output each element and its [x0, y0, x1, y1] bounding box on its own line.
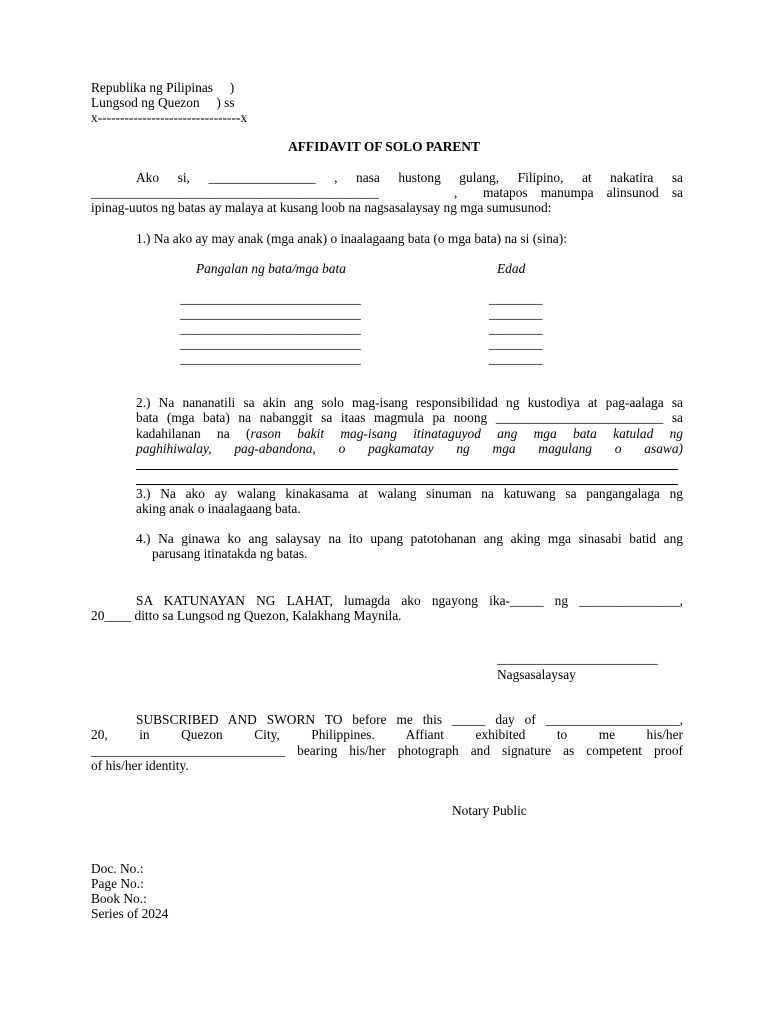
item-2-line-2: bata (mga bata) na nabanggit sa itaas magmula pa noong _________________________ sa [136, 410, 683, 425]
child-age-blank: ________ [489, 306, 543, 321]
jurat-line-3: _____________________________ bearing his/her photograph and signature as competent proof [91, 743, 683, 758]
child-name-blank: ___________________________ [180, 351, 361, 366]
intro-address-blank: ___________________________________________ [91, 185, 379, 200]
intro-line-2-text: matapos manumpa alinsunod sa [483, 185, 683, 200]
jurat-line-4: of his/her identity. [91, 758, 189, 773]
child-age-blank: ________ [489, 351, 543, 366]
child-name-blank: ___________________________ [180, 291, 361, 306]
notary-public-label: Notary Public [452, 803, 527, 818]
affiant-signature-blank: ________________________ [497, 651, 658, 666]
intro-comma: , [454, 185, 458, 200]
child-age-header: Edad [497, 261, 526, 276]
series-year: Series of 2024 [91, 906, 169, 921]
child-name-blank: ___________________________ [180, 306, 361, 321]
item-2-reason-lead: kadahilanan na ( [136, 426, 251, 441]
doc-no: Doc. No.: [91, 861, 144, 876]
child-name-header: Pangalan ng bata/mga bata [196, 261, 346, 276]
caption-city: Lungsod ng Quezon ) ss [91, 95, 235, 110]
witness-line-2: 20____ ditto sa Lungsod ng Quezon, Kalakhang Maynila. [91, 608, 402, 623]
item-1-text: 1.) Na ako ay may anak (mga anak) o inaalagaang bata (o mga bata) na si (sina): [136, 231, 567, 246]
child-age-blank: ________ [489, 336, 543, 351]
page-no: Page No.: [91, 876, 144, 891]
jurat-line-1: SUBSCRIBED AND SWORN TO before me this _____ day of ____________________, [136, 712, 683, 727]
item-2-line-1: 2.) Na nananatili sa akin ang solo mag-isang responsibilidad ng kustodiya at pag-aalaga sa [136, 395, 683, 410]
caption-republic: Republika ng Pilipinas ) [91, 80, 235, 95]
item-4-line-1: 4.) Na ginawa ko ang salaysay na ito upang patotohanan ang aking mga sinasabi batid ang [136, 531, 683, 546]
intro-line-3: ipinag-uutos ng batas ay malaya at kusang loob na nagsasalaysay ng mga sumusunod: [91, 200, 552, 215]
item-2-line-4: paghihiwalay, pag-abandona, o pagkamatay ng mga magulang o asawa) [136, 441, 683, 456]
child-name-blank: ___________________________ [180, 321, 361, 336]
item-3-line-1: 3.) Na ako ay walang kinakasama at walang sinuman na katuwang sa pangangalaga ng [136, 486, 683, 501]
reason-blank-line [136, 484, 678, 485]
affiant-signature-label: Nagsasalaysay [497, 667, 576, 682]
caption-separator: x--------------------------------x [91, 110, 248, 125]
child-age-blank: ________ [489, 321, 543, 336]
child-age-blank: ________ [489, 291, 543, 306]
item-4-line-2: parusang itinatakda ng batas. [152, 546, 308, 561]
witness-line-1: SA KATUNAYAN NG LAHAT, lumagda ako ngayong ika-_____ ng _______________, [136, 593, 683, 608]
item-2-line-3 [136, 426, 683, 442]
item-2-reason-text: rason bakit mag-isang itinataguyod ang mga bata katulad ng [250, 426, 684, 441]
book-no: Book No.: [91, 891, 147, 906]
jurat-line-2: 20, in Quezon City, Philippines. Affiant exhibited to me his/her [91, 727, 683, 742]
child-name-blank: ___________________________ [180, 336, 361, 351]
item-3-line-2: aking anak o inaalagaang bata. [136, 501, 301, 516]
reason-blank-line [136, 469, 678, 470]
document-title: AFFIDAVIT OF SOLO PARENT [288, 139, 480, 154]
intro-line-1: Ako si, ________________ , nasa hustong gulang, Filipino, at nakatira sa [136, 170, 683, 185]
